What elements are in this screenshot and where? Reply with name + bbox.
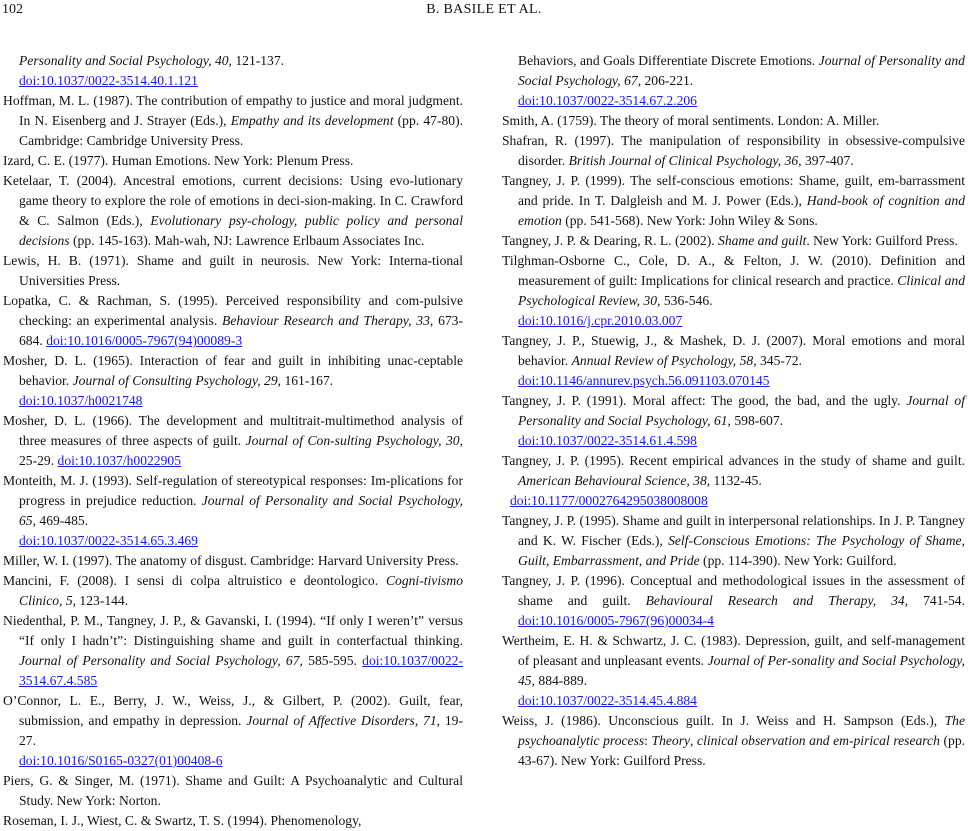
doi-link[interactable]: doi:10.1037/0022-3514.61.4.598 (518, 433, 697, 448)
reference-entry (3, 91, 463, 151)
reference-entry (502, 391, 965, 431)
reference-text: Behaviors, and Goals Differentiate Discrete Emotions. (518, 53, 819, 68)
reference-entry (502, 251, 965, 311)
references-right-column (502, 51, 965, 771)
reference-entry (3, 411, 463, 471)
reference-text: Wertheim, E. H. & Schwartz, J. C. (1983). Depression, guilt, and self-management of pleasant and unpleasant events. (502, 633, 965, 668)
reference-text: , 25-29. (19, 433, 463, 468)
doi-line (3, 391, 463, 411)
reference-source-title: Evolutionary psy-chology, public policy and personal decisions (19, 213, 463, 248)
doi-line (3, 531, 463, 551)
doi-link[interactable]: doi:10.1016/0005-7967(94)00089-3 (46, 333, 243, 348)
reference-text: Piers, G. & Singer, M. (1971). Shame and Guilt: A Psychoanalytic and Cultural Study. New York: Norton. (3, 773, 463, 808)
reference-text: O’Connor, L. E., Berry, J. W., Weiss, J., & Gilbert, P. (2002). Guilt, fear, submission, and empathy in depression. (3, 693, 463, 728)
doi-link[interactable]: doi:10.1016/0005-7967(96)00034-4 (518, 613, 714, 628)
reference-source-title: clinical observation and em-pirical research (697, 733, 940, 748)
reference-entry (3, 771, 463, 811)
reference-text: (pp. 145-163). Mah-wah, NJ: Lawrence Erlbaum Associates Inc. (69, 233, 425, 248)
reference-text: , (690, 733, 698, 748)
reference-text: Ketelaar, T. (2004). Ancestral emotions, current decisions: Using evo-lutionary game theory to explore the role of emotions in deci-sion-making. In C. Crawford & C. Salmon (Eds.), (3, 173, 463, 228)
reference-text: . New York: Guilford Press. (806, 233, 958, 248)
reference-entry (3, 351, 463, 391)
reference-text: Monteith, M. J. (1993). Self-regulation of stereotypical responses: Im-plications for progress in prejudice reduction. (3, 473, 463, 508)
reference-text: Tangney, J. P. & Dearing, R. L. (2002). (502, 233, 719, 248)
reference-entry (3, 691, 463, 751)
doi-link[interactable]: doi:10.1037/h0022905 (57, 453, 181, 468)
reference-source-title: British Journal of Clinical Psychology, 36 (568, 153, 799, 168)
reference-source-title: Journal of Personality and Social Psychology, 61 (518, 393, 965, 428)
doi-link[interactable]: doi:10.1037/h0021748 (19, 393, 143, 408)
reference-source-title: Personality and Social Psychology, 40 (19, 53, 229, 68)
reference-source-title: Journal of Personality and Social Psychology, 67 (19, 653, 300, 668)
reference-text: , 121-137. (228, 53, 285, 68)
doi-line (3, 751, 463, 771)
reference-text: , 884-889. (531, 673, 588, 688)
doi-line (502, 311, 965, 331)
reference-entry (502, 51, 965, 91)
reference-text: , (545, 553, 553, 568)
reference-text: , 741-54. (904, 593, 965, 608)
reference-text: (pp. 47-80). Cambridge: Cambridge University Press. (19, 113, 463, 148)
reference-source-title: Guilt (518, 553, 546, 568)
reference-source-title: Journal of Consulting Psychology, 29 (72, 373, 278, 388)
doi-link[interactable]: doi:10.1146/annurev.psych.56.091103.070145 (518, 373, 770, 388)
reference-source-title: Journal of Personality and Social Psychology, 67 (518, 53, 965, 88)
references-left-column (3, 51, 463, 831)
reference-text: Mancini, F. (2008). I sensi di colpa altruistico e deontologico. (3, 573, 386, 588)
doi-line (502, 91, 965, 111)
reference-text: , (638, 553, 646, 568)
reference-entry (3, 611, 463, 691)
reference-text: , 585-595. (299, 653, 363, 668)
reference-entry (502, 171, 965, 231)
reference-text: , (961, 533, 965, 548)
reference-source-title: Self-Conscious Emotions: The Psychology of Shame (668, 533, 962, 548)
doi-link[interactable]: doi:10.1037/0022-3514.45.4.884 (518, 693, 697, 708)
reference-entry (502, 111, 965, 131)
doi-link[interactable]: doi:10.1177/0002764295038008008 (510, 493, 708, 508)
doi-line (3, 71, 463, 91)
reference-text: , 598-607. (727, 413, 784, 428)
doi-line (502, 691, 965, 711)
reference-text: , 469-485. (32, 513, 89, 528)
doi-link[interactable]: doi:10.1037/0022-3514.65.3.469 (19, 533, 198, 548)
doi-link[interactable]: doi:10.1016/S0165-0327(01)00408-6 (19, 753, 223, 768)
reference-text: Tangney, J. P., Stuewig, J., & Mashek, D. J. (2007). Moral emotions and moral behavior. (502, 333, 965, 368)
reference-entry (502, 451, 965, 491)
reference-text: , 206-221. (637, 73, 694, 88)
reference-text: Tangney, J. P. (1996). Conceptual and methodological issues in the assessment of shame and guilt. (502, 573, 965, 608)
doi-line (502, 371, 965, 391)
reference-text: , 161-167. (277, 373, 334, 388)
reference-text: Roseman, I. J., Wiest, C. & Swartz, T. S. (1994). Phenomenology, (3, 813, 362, 828)
reference-text: Izard, C. E. (1977). Human Emotions. New York: Plenum Press. (3, 153, 354, 168)
reference-entry (502, 571, 965, 631)
reference-entry (3, 51, 463, 71)
reference-text: Shafran, R. (1997). The manipulation of responsibility in obsessive-compulsive disorder. (502, 133, 965, 168)
reference-text: Weiss, J. (1986). Unconscious guilt. In J. Weiss and H. Sampson (Eds.), (502, 713, 945, 728)
reference-text: , 536-546. (657, 293, 713, 308)
reference-entry (502, 331, 965, 371)
reference-text: Tilghman-Osborne C., Cole, D. A., & Felton, J. W. (2010). Definition and measurement of guilt: Implications for clinical research and practice. (502, 253, 965, 288)
reference-text: (pp. 541-568). New York: John Wiley & Sons. (561, 213, 818, 228)
reference-text: , 345-72. (753, 353, 802, 368)
reference-source-title: Hand-book of cognition and emotion (518, 193, 966, 228)
reference-text: , 1132-45. (706, 473, 762, 488)
running-head: B. BASILE ET AL. (426, 2, 542, 17)
reference-text: Tangney, J. P. (1991). Moral affect: The good, the bad, and the ugly. (502, 393, 907, 408)
reference-entry (3, 811, 463, 831)
reference-text: , 123-144. (72, 593, 129, 608)
doi-link[interactable]: doi:10.1016/j.cpr.2010.03.007 (518, 313, 683, 328)
doi-line (502, 431, 965, 451)
reference-source-title: Journal of Personality and Social Psychology, 65 (19, 493, 464, 528)
doi-link[interactable]: doi:10.1037/0022-3514.67.4.585 (19, 653, 463, 688)
reference-entry (502, 711, 965, 771)
doi-link[interactable]: doi:10.1037/0022-3514.40.1.121 (19, 73, 198, 88)
reference-text: Hoffman, M. L. (1987). The contribution of empathy to justice and moral judgment. In N. Eisenberg and J. Strayer (Eds.), (3, 93, 463, 128)
reference-entry (3, 551, 463, 571)
reference-source-title: Embarrassment (552, 553, 639, 568)
doi-link[interactable]: doi:10.1037/0022-3514.67.2.206 (518, 93, 697, 108)
reference-source-title: Journal of Per-sonality and Social Psychology, 45 (518, 653, 965, 688)
reference-source-title: The psychoanalytic process (518, 713, 965, 748)
reference-text: Tangney, J. P. (1999). The self-conscious emotions: Shame, guilt, em-barrassment and pride. In T. Dalgleish and M. J. Power (Eds.), (502, 173, 965, 208)
reference-source-title: Cogni-tivismo Clinico, 5 (19, 573, 463, 608)
reference-text: Tangney, J. P. (1995). Recent empirical advances in the study of shame and guilt. (502, 453, 965, 468)
reference-text: (pp. 114-390). New York: Guilford. (699, 553, 897, 568)
reference-text: Smith, A. (1759). The theory of moral sentiments. London: A. Miller. (502, 113, 880, 128)
reference-source-title: Behaviour Research and Therapy, 33 (222, 313, 430, 328)
reference-entry (502, 131, 965, 171)
reference-entry (3, 571, 463, 611)
reference-entry (502, 631, 965, 691)
reference-text: Niedenthal, P. M., Tangney, J. P., & Gavanski, I. (1994). “If only I weren’t” versus “If only I hadn’t”: Distinguishing shame and guilt in conterfactual thinking. (3, 613, 463, 648)
reference-text: Mosher, D. L. (1965). Interaction of fear and guilt in inhibiting unac-ceptable behavior. (3, 353, 463, 388)
reference-entry (3, 151, 463, 171)
reference-source-title: Journal of Con-sulting Psychology, 30 (245, 433, 460, 448)
reference-source-title: Journal of Affective Disorders, 71 (246, 713, 437, 728)
reference-text: , 397-407. (798, 153, 854, 168)
reference-text: Lewis, H. B. (1971). Shame and guilt in neurosis. New York: Interna-tional Universities Press. (3, 253, 463, 288)
reference-text: , 673-684. (19, 313, 464, 348)
reference-text: Tangney, J. P. (1995). Shame and guilt in interpersonal relationships. In J. P. Tangney and K. W. Fischer (Eds.), (502, 513, 965, 548)
reference-source-title: and Pride (645, 553, 700, 568)
reference-text: Lopatka, C. & Rachman, S. (1995). Perceived responsibility and com-pulsive checking: an experimental analysis. (3, 293, 463, 328)
reference-entry (502, 511, 965, 571)
reference-text: Mosher, D. L. (1966). The development and multitrait-multimethod analysis of three measures of three aspects of guilt. (3, 413, 463, 448)
page-number: 102 (2, 2, 23, 17)
reference-source-title: Annual Review of Psychology, 58 (571, 353, 754, 368)
page-header (0, 0, 968, 22)
reference-text: (pp. 43-67). New York: Guilford Press. (518, 733, 966, 768)
reference-entry (3, 291, 463, 351)
doi-line (502, 491, 965, 511)
reference-entry (3, 171, 463, 251)
reference-source-title: Behavioural Research and Therapy, 34 (645, 593, 905, 608)
reference-source-title: Theory (651, 733, 691, 748)
reference-source-title: American Behavioural Science, 38 (518, 473, 707, 488)
reference-source-title: Empathy and its development (230, 113, 394, 128)
reference-entry (3, 471, 463, 531)
reference-text: , 19-27. (19, 713, 464, 748)
reference-source-title: Clinical and Psychological Review, 30 (518, 273, 966, 308)
reference-entry (502, 231, 965, 251)
reference-source-title: Shame and guilt (718, 233, 807, 248)
reference-text: Miller, W. I. (1997). The anatomy of disgust. Cambridge: Harvard University Press. (3, 553, 459, 568)
reference-text: : (644, 733, 652, 748)
reference-entry (3, 251, 463, 291)
